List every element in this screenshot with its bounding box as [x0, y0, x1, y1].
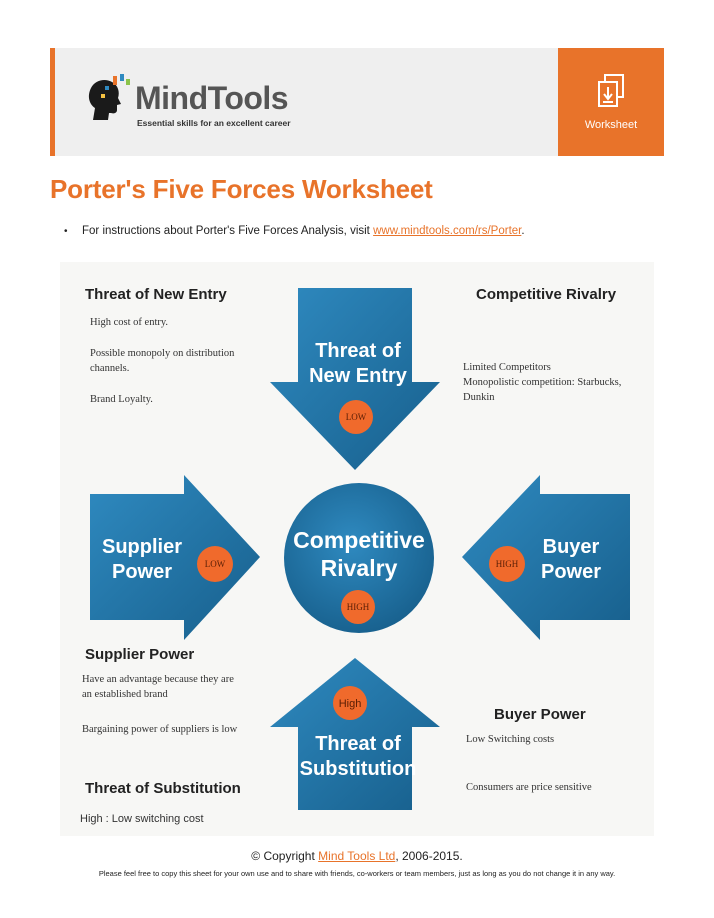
label-new-entry-2: New Entry: [309, 365, 407, 387]
bullet-icon: •: [64, 226, 68, 237]
heading-threat-substitution: Threat of Substitution: [85, 780, 241, 797]
copyright-suffix: , 2006-2015.: [395, 849, 463, 863]
footer-note: Please feel free to copy this sheet for your own use and to share with friends, co-workers or team members, just as long as you do not change it in any way.: [98, 869, 616, 878]
logo-tagline: Essential skills for an excellent career: [137, 118, 291, 128]
label-rivalry-2: Rivalry: [320, 555, 398, 581]
five-forces-diagram: [60, 262, 654, 836]
heading-supplier-power: Supplier Power: [85, 646, 195, 663]
note-buyer-2: Consumers are price sensitive: [466, 782, 592, 793]
instructions-line: [64, 225, 525, 237]
heading-threat-new-entry: Threat of New Entry: [85, 286, 227, 303]
note-supplier-2: an established brand: [82, 689, 168, 700]
worksheet-badge: [558, 48, 664, 156]
instructions-text: For instructions about Porter's Five Forces Analysis, visit: [82, 225, 370, 237]
document-download-icon: [596, 74, 626, 108]
rating-buyer: HIGH: [495, 559, 519, 569]
porter-link[interactable]: www.mindtools.com/rs/Porter: [373, 225, 522, 237]
note-new-entry-1: High cost of entry.: [90, 317, 169, 328]
rating-substitution: High: [338, 698, 362, 710]
note-new-entry-3: Brand Loyalty.: [90, 394, 153, 405]
note-rivalry-2: Monopolistic competition: Starbucks,: [463, 377, 622, 388]
note-supplier-1: Have an advantage because they are: [82, 674, 234, 685]
label-buyer-2: Power: [540, 561, 602, 583]
instructions-trailing: .: [521, 225, 525, 237]
label-buyer-1: Buyer: [542, 536, 600, 558]
logo-name: MindTools: [135, 80, 289, 116]
label-new-entry-1: Threat of: [315, 340, 401, 362]
label-rivalry-1: Competitive: [293, 527, 425, 553]
rating-new-entry: LOW: [345, 412, 367, 422]
note-buyer-1: Low Switching costs: [466, 734, 555, 745]
worksheet-label: Worksheet: [584, 119, 638, 131]
label-substitution-2: Substitution: [299, 758, 417, 780]
mindtools-link[interactable]: Mind Tools Ltd: [318, 849, 396, 863]
label-supplier-2: Power: [111, 561, 173, 583]
copyright-line: [0, 849, 714, 863]
label-supplier-1: Supplier: [101, 536, 183, 558]
page-title: Porter's Five Forces Worksheet: [50, 174, 433, 204]
heading-buyer-power: Buyer Power: [494, 706, 586, 723]
mindtools-logo[interactable]: [85, 74, 295, 134]
note-supplier-3: Bargaining power of suppliers is low: [82, 724, 238, 735]
head-silhouette-icon: [85, 74, 133, 124]
heading-competitive-rivalry: Competitive Rivalry: [476, 286, 617, 303]
note-substitution-1: High : Low switching cost: [80, 813, 204, 825]
note-rivalry-3: Dunkin: [463, 392, 495, 403]
copyright-prefix: © Copyright: [251, 849, 315, 863]
label-substitution-1: Threat of: [315, 733, 401, 755]
note-rivalry-1: Limited Competitors: [463, 362, 551, 373]
rating-supplier: LOW: [204, 559, 226, 569]
note-new-entry-2: Possible monopoly on distribution channels.: [90, 348, 235, 374]
rating-rivalry: HIGH: [346, 602, 370, 612]
header-banner: [50, 48, 664, 156]
